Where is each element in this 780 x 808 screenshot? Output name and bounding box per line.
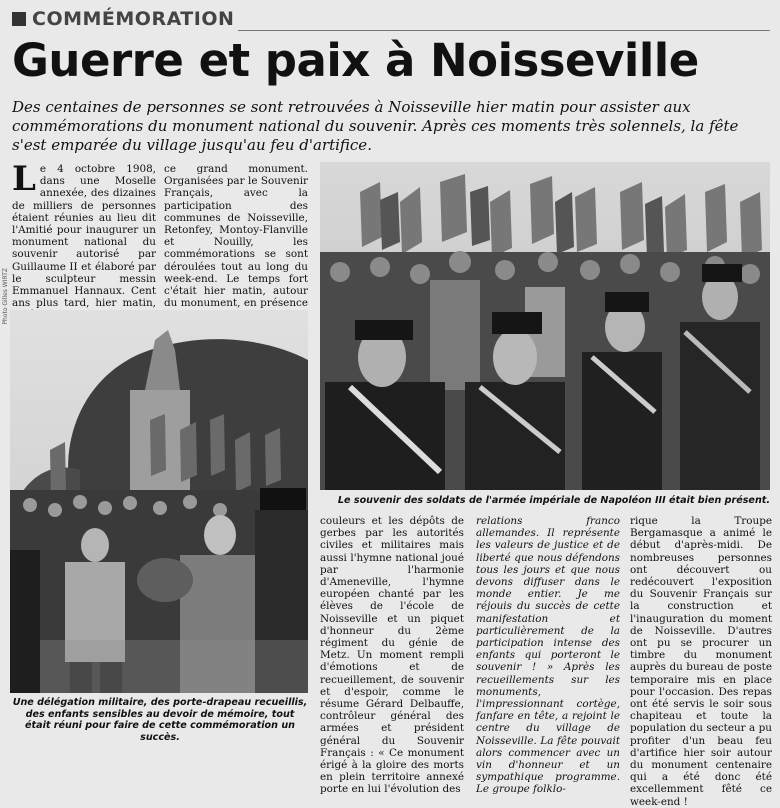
drop-cap: L (12, 159, 36, 199)
article-column-3: couleurs et les dépôts de gerbes par les autorités civiles et militaires mais aussi l'hymne national joué par l'harmonie d'Ameneville, l'hymne européen chanté par les élèves de l'école de Noisseville et un piquet d'honneur du 2ème régiment du génie de Metz. Un moment rempli d'émotions et de recueillement, de souvenir et d'espoir, comme le résume Gérard Delbauffe, contrôleur général des armées et président général du Souvenir Français : « Ce monument érigé à la gloire des morts en plein territoire annexé porte en lui l'évolution des (320, 515, 464, 796)
article-column-1: Le 4 octobre 1908, dans une Moselle annexée, des dizaines de milliers de personnes étaient réunies au lieu dit l'Amitié pour inaugurer un monument national du souvenir autorisé par Guillaume II et élaboré par le sculpteur messin Emmanuel Hannaux. Cent ans plus tard, hier matin, (12, 159, 156, 310)
photo-credit: Photo Gilles WIRTZ (2, 268, 9, 325)
article-column-4: relations franco allemandes. Il représente les valeurs de justice et de liberté que nous défendons tous les jours et que nous devons diffuser dans le monde entier. Je me réjouis du succès de cette manifestation et particulièrement de la participation intense des enfants qui porteront le souvenir ! » Après les recueillements sur les monuments, l'impressionnant cortège, fanfare en tête, a rejoint le centre du village de Noisseville. La fête pouvait alors commencer avec un vin d'honneur et un sympathique programme. Le groupe folklo- (476, 515, 620, 796)
article-column-2: ce grand monument. Organisées par le Souvenir Français, avec la participation des communes de Noisseville, Retonfey, Montoy-Flanville et Nouilly, les commémorations se sont déroulées tout au long du week-end. Le temps fort c'était hier matin, autour du monument, en présence (164, 163, 308, 310)
caption-left: Une délégation militaire, des porte-drapeau recueillis, des enfants sensibles au devoir de mémoire, tout était réuni pour faire de cette commémoration un succès. (12, 697, 308, 743)
lead-paragraph: Des centaines de personnes se sont retrouvées à Noisseville hier matin pour assister aux commémorations du monument national du souvenir. Après ces moments très solennels, la fête s'est emparée du village jusqu'au feu d'artifice. (12, 98, 739, 154)
monument-photo (10, 310, 308, 693)
article-column-5: rique la Troupe Bergamasque a animé le début d'après-midi. De nombreuses personnes ont découvert ou redécouvert l'exposition du Souvenir Français sur la construction et l'inauguration du moment de Noisseville. D'autres ont pu se procurer un timbre du monument auprès du bureau de poste temporaire mis en place pour l'occasion. Des repas ont été servis le soir sous chapiteau et toute la population du secteur a pu profiter d'un beau feu d'artifice hier soir autour du monument centenaire qui a été donc été excellemment fêté ce week-end ! (630, 515, 772, 808)
rubric-rule (238, 30, 770, 31)
section-rubric (12, 8, 234, 30)
rubric-label: COMMÉMORATION (32, 8, 235, 30)
rubric-square-icon (12, 12, 26, 26)
soldiers-photo (320, 162, 770, 490)
headline: Guerre et paix à Noisseville (12, 34, 699, 87)
caption-right: Le souvenir des soldats de l'armée impériale de Napoléon III était bien présent. (337, 495, 770, 506)
